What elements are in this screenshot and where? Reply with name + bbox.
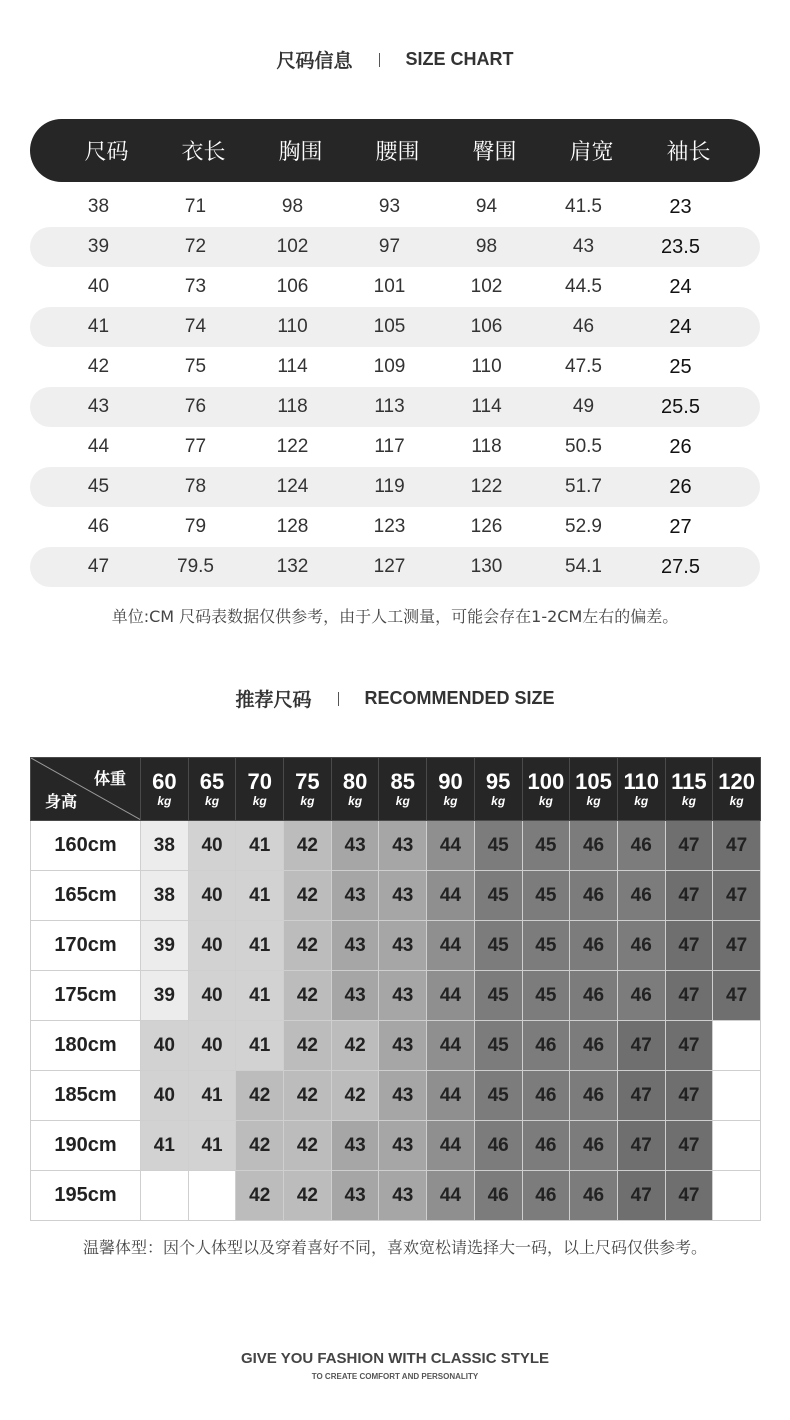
cell-shoulder: 44.5	[565, 276, 602, 297]
recommended-size-cell: 46	[570, 871, 618, 921]
recommended-size-cell: 47	[665, 971, 713, 1021]
height-label: 160cm	[31, 821, 141, 871]
size-chart-row	[30, 547, 760, 587]
recommended-size-cell: 47	[617, 1121, 665, 1171]
weight-value: 95	[485, 769, 511, 794]
recommended-size-cell: 43	[331, 1171, 379, 1221]
weight-header-cell	[379, 758, 427, 821]
cell-hip: 130	[470, 556, 503, 577]
recommended-size-cell: 47	[713, 921, 761, 971]
cell-hip: 94	[475, 196, 498, 217]
cell-length: 73	[184, 276, 207, 297]
recommended-size-cell: 42	[284, 971, 332, 1021]
recommended-size-cell: 47	[665, 921, 713, 971]
recommended-title-en: RECOMMENDED SIZE	[364, 688, 555, 708]
cell-size: 47	[87, 556, 110, 577]
cell-size: 39	[87, 236, 110, 257]
height-label: 195cm	[31, 1171, 141, 1221]
size-chart-row	[30, 427, 760, 467]
cell-sleeve: 25	[669, 355, 692, 378]
recommended-row	[31, 1171, 761, 1221]
weight-value: 90	[438, 769, 463, 794]
cell-shoulder: 41.5	[565, 196, 602, 217]
weight-header-cell	[236, 758, 284, 821]
cell-length: 78	[184, 476, 207, 497]
cell-size: 40	[87, 276, 110, 297]
weight-value: 110	[623, 769, 659, 794]
cell-waist: 105	[373, 316, 406, 337]
recommended-size-cell: 47	[713, 871, 761, 921]
size-chart-row	[30, 307, 760, 347]
weight-header-cell	[188, 758, 236, 821]
size-chart-row	[30, 227, 760, 267]
recommended-size-cell	[713, 1171, 761, 1221]
size-chart-row	[30, 347, 760, 387]
weight-value: 100	[527, 769, 565, 794]
recommended-size-cell: 41	[236, 871, 284, 921]
cell-length: 79.5	[177, 556, 214, 577]
recommended-size-cell: 45	[522, 871, 570, 921]
recommended-size-cell: 46	[570, 1121, 618, 1171]
recommended-row	[31, 1021, 761, 1071]
cell-size: 42	[87, 356, 110, 377]
recommended-size-cell: 45	[522, 971, 570, 1021]
cell-shoulder: 50.5	[565, 436, 602, 457]
recommended-size-cell: 46	[570, 1171, 618, 1221]
weight-unit: kg	[729, 794, 744, 808]
cell-sleeve: 27	[669, 515, 692, 538]
cell-chest: 114	[277, 356, 308, 377]
cell-chest: 124	[276, 476, 309, 497]
cell-hip: 102	[470, 276, 503, 297]
recommended-size-cell: 45	[474, 821, 522, 871]
recommended-size-cell: 46	[617, 921, 665, 971]
cell-chest: 98	[281, 196, 304, 217]
recommended-size-cell: 46	[570, 971, 618, 1021]
weight-value: 60	[152, 769, 177, 794]
weight-value: 65	[199, 769, 225, 794]
cell-size: 43	[87, 396, 110, 417]
cell-waist: 113	[374, 396, 405, 417]
recommended-size-cell: 42	[284, 921, 332, 971]
cell-size: 38	[87, 196, 110, 217]
recommended-size-cell: 47	[665, 821, 713, 871]
cell-sleeve: 23.5	[661, 235, 700, 258]
weight-value: 70	[247, 769, 272, 794]
cell-waist: 101	[373, 276, 406, 297]
size-chart-header-row	[30, 119, 760, 182]
cell-shoulder: 54.1	[565, 556, 602, 577]
weight-header-cell	[141, 758, 189, 821]
header-shoulder: 肩宽	[569, 140, 614, 165]
height-label: 170cm	[31, 921, 141, 971]
cell-waist: 127	[373, 556, 406, 577]
recommended-table-body	[31, 821, 761, 1221]
cell-length: 72	[184, 236, 207, 257]
cell-waist: 97	[378, 236, 401, 257]
weight-header-cell	[427, 758, 475, 821]
cell-shoulder: 51.7	[565, 476, 602, 497]
recommended-size-cell: 43	[331, 871, 379, 921]
recommended-size-cell: 46	[522, 1171, 570, 1221]
recommended-heading	[0, 685, 790, 712]
recommended-size-cell: 46	[617, 871, 665, 921]
cell-size: 44	[87, 436, 110, 457]
corner-height-label: 身高	[45, 792, 78, 811]
recommended-size-cell: 46	[522, 1121, 570, 1171]
recommended-size-cell: 42	[284, 821, 332, 871]
header-length: 衣长	[181, 140, 226, 165]
cell-shoulder: 49	[572, 396, 595, 417]
weight-header-cell	[617, 758, 665, 821]
cell-chest: 118	[277, 396, 308, 417]
recommended-size-cell: 42	[284, 871, 332, 921]
cell-chest: 128	[276, 516, 309, 537]
recommended-size-cell: 46	[522, 1071, 570, 1121]
cell-length: 75	[184, 356, 207, 377]
heading-divider	[379, 53, 380, 67]
size-chart-title-en: SIZE CHART	[405, 49, 514, 69]
cell-waist: 119	[374, 476, 405, 497]
weight-header-cell	[331, 758, 379, 821]
cell-waist: 109	[373, 356, 406, 377]
cell-sleeve: 26	[669, 435, 692, 458]
recommended-size-cell: 43	[379, 871, 427, 921]
recommended-size-table	[30, 757, 761, 1221]
cell-hip: 114	[471, 396, 502, 417]
recommended-size-cell: 47	[665, 1171, 713, 1221]
recommended-size-cell: 41	[236, 971, 284, 1021]
recommended-size-cell: 38	[141, 871, 189, 921]
recommended-size-cell	[713, 1121, 761, 1171]
recommended-size-cell: 41	[188, 1071, 236, 1121]
recommended-size-cell: 40	[188, 1021, 236, 1071]
cell-length: 74	[184, 316, 207, 337]
cell-chest: 132	[276, 556, 309, 577]
cell-length: 71	[184, 196, 207, 217]
recommended-size-cell: 45	[474, 921, 522, 971]
size-chart-row	[30, 467, 760, 507]
weight-unit: kg	[681, 794, 696, 808]
recommended-size-cell: 44	[427, 1071, 475, 1121]
footer-subtitle: TO CREATE COMFORT AND PERSONALITY	[311, 1372, 479, 1381]
recommended-size-cell: 43	[331, 821, 379, 871]
weight-header-cell	[474, 758, 522, 821]
recommended-size-cell: 47	[617, 1071, 665, 1121]
cell-hip: 98	[475, 236, 498, 257]
cell-shoulder: 52.9	[565, 516, 602, 537]
weight-value: 120	[718, 769, 755, 794]
cell-waist: 117	[374, 436, 405, 457]
recommended-note: 温馨体型：因个人体型以及穿着喜好不同，喜欢宽松请选择大一码，以上尺码仅供参考。	[82, 1238, 707, 1257]
recommended-size-cell: 45	[474, 1021, 522, 1071]
recommended-size-cell: 44	[427, 1121, 475, 1171]
recommended-size-cell: 44	[427, 1021, 475, 1071]
header-waist: 腰围	[375, 140, 420, 165]
weight-header-cell	[713, 758, 761, 821]
size-chart-row	[30, 267, 760, 307]
height-label: 165cm	[31, 871, 141, 921]
weight-header-cell	[522, 758, 570, 821]
recommended-size-cell	[141, 1171, 189, 1221]
cell-sleeve: 24	[669, 275, 692, 298]
weight-unit: kg	[634, 794, 649, 808]
recommended-size-cell: 44	[427, 971, 475, 1021]
recommended-size-cell: 46	[522, 1021, 570, 1071]
recommended-size-cell: 46	[570, 1071, 618, 1121]
corner-weight-label: 体重	[93, 769, 126, 788]
recommended-size-cell: 39	[141, 921, 189, 971]
recommended-size-cell: 43	[331, 1121, 379, 1171]
weight-unit: kg	[157, 794, 172, 808]
recommended-size-cell: 42	[236, 1171, 284, 1221]
cell-chest: 106	[276, 276, 309, 297]
recommended-row	[31, 971, 761, 1021]
recommended-size-cell: 42	[236, 1071, 284, 1121]
recommended-row	[31, 871, 761, 921]
recommended-size-cell: 47	[665, 1071, 713, 1121]
size-chart-title-zh: 尺码信息	[276, 50, 353, 72]
recommended-size-cell: 47	[617, 1171, 665, 1221]
recommended-size-cell: 45	[474, 971, 522, 1021]
recommended-size-cell: 41	[236, 1021, 284, 1071]
weight-unit: kg	[205, 794, 220, 808]
cell-length: 77	[184, 436, 207, 457]
recommended-size-cell: 43	[379, 1171, 427, 1221]
size-chart-row	[30, 187, 760, 227]
height-label: 185cm	[31, 1071, 141, 1121]
recommended-size-cell: 44	[427, 921, 475, 971]
recommended-size-cell: 46	[474, 1121, 522, 1171]
recommended-size-cell: 47	[713, 821, 761, 871]
recommended-size-cell: 47	[665, 871, 713, 921]
recommended-title-zh: 推荐尺码	[235, 689, 312, 711]
weight-unit: kg	[252, 794, 267, 808]
recommended-size-cell: 47	[713, 971, 761, 1021]
weight-unit: kg	[491, 794, 506, 808]
recommended-size-cell: 40	[188, 921, 236, 971]
recommended-size-cell: 45	[522, 821, 570, 871]
cell-sleeve: 23	[669, 195, 692, 218]
recommended-row	[31, 921, 761, 971]
weight-header-row	[31, 758, 761, 821]
recommended-size-cell: 41	[141, 1121, 189, 1171]
cell-hip: 118	[471, 436, 502, 457]
weight-unit: kg	[395, 794, 410, 808]
recommended-size-cell: 47	[665, 1121, 713, 1171]
weight-value: 105	[575, 769, 612, 794]
height-label: 180cm	[31, 1021, 141, 1071]
recommended-size-cell: 40	[141, 1071, 189, 1121]
footer-slogan: GIVE YOU FASHION WITH CLASSIC STYLE	[240, 1350, 550, 1367]
cell-chest: 122	[276, 436, 309, 457]
table-corner	[31, 758, 141, 821]
cell-size: 46	[87, 516, 110, 537]
weight-unit: kg	[348, 794, 363, 808]
weight-header-cell	[284, 758, 332, 821]
header-hip: 臀围	[472, 140, 517, 165]
recommended-size-cell: 43	[379, 921, 427, 971]
recommended-size-cell: 42	[236, 1121, 284, 1171]
recommended-size-cell: 46	[617, 971, 665, 1021]
recommended-size-cell: 41	[236, 921, 284, 971]
height-label: 190cm	[31, 1121, 141, 1171]
recommended-size-cell: 43	[331, 971, 379, 1021]
cell-sleeve: 25.5	[661, 395, 700, 418]
cell-shoulder: 46	[572, 316, 595, 337]
cell-chest: 102	[276, 236, 309, 257]
recommended-size-cell: 41	[188, 1121, 236, 1171]
weight-value: 80	[342, 769, 368, 794]
recommended-size-cell: 44	[427, 821, 475, 871]
recommended-size-cell	[188, 1171, 236, 1221]
recommended-size-cell: 45	[474, 1071, 522, 1121]
recommended-size-cell: 43	[379, 971, 427, 1021]
cell-chest: 110	[277, 316, 308, 337]
recommended-size-cell: 45	[474, 871, 522, 921]
cell-size: 45	[87, 476, 110, 497]
recommended-size-cell: 46	[570, 821, 618, 871]
weight-unit: kg	[443, 794, 458, 808]
recommended-size-cell: 41	[236, 821, 284, 871]
recommended-size-cell: 38	[141, 821, 189, 871]
cell-length: 79	[184, 516, 207, 537]
recommended-size-cell: 44	[427, 1171, 475, 1221]
recommended-row	[31, 821, 761, 871]
recommended-size-cell: 46	[570, 1021, 618, 1071]
cell-hip: 126	[470, 516, 503, 537]
header-sleeve: 袖长	[666, 140, 711, 165]
cell-waist: 93	[378, 196, 401, 217]
weight-header-cell	[665, 758, 713, 821]
heading-divider	[338, 692, 339, 706]
height-label: 175cm	[31, 971, 141, 1021]
recommended-size-cell	[713, 1021, 761, 1071]
recommended-size-cell: 40	[188, 971, 236, 1021]
header-chest: 胸围	[278, 140, 323, 165]
cell-hip: 122	[470, 476, 503, 497]
recommended-size-cell: 43	[331, 921, 379, 971]
cell-hip: 110	[471, 356, 502, 377]
cell-sleeve: 27.5	[661, 555, 700, 578]
cell-hip: 106	[470, 316, 503, 337]
recommended-size-cell: 42	[331, 1071, 379, 1121]
cell-sleeve: 26	[669, 475, 692, 498]
recommended-size-cell: 42	[284, 1071, 332, 1121]
recommended-size-cell: 46	[617, 821, 665, 871]
cell-length: 76	[184, 396, 207, 417]
recommended-size-cell: 40	[188, 871, 236, 921]
recommended-size-cell: 45	[522, 921, 570, 971]
recommended-size-cell: 43	[379, 821, 427, 871]
cell-shoulder: 43	[572, 236, 595, 257]
recommended-size-cell: 47	[617, 1021, 665, 1071]
recommended-size-cell: 40	[188, 821, 236, 871]
recommended-size-cell: 43	[379, 1121, 427, 1171]
size-chart-row	[30, 507, 760, 547]
recommended-size-cell: 47	[665, 1021, 713, 1071]
weight-value: 85	[390, 769, 416, 794]
size-chart-row	[30, 387, 760, 427]
recommended-size-cell: 42	[284, 1021, 332, 1071]
recommended-size-cell	[713, 1071, 761, 1121]
cell-size: 41	[87, 316, 110, 337]
size-chart-note: 单位:CM 尺码表数据仅供参考，由于人工测量，可能会存在1-2CM左右的偏差。	[111, 607, 679, 626]
weight-unit: kg	[538, 794, 553, 808]
cell-shoulder: 47.5	[565, 356, 602, 377]
recommended-size-cell: 40	[141, 1021, 189, 1071]
recommended-size-cell: 44	[427, 871, 475, 921]
weight-value: 75	[295, 769, 320, 794]
weight-header-cell	[570, 758, 618, 821]
recommended-size-cell: 43	[379, 1021, 427, 1071]
recommended-size-cell: 46	[474, 1171, 522, 1221]
recommended-size-cell: 42	[284, 1121, 332, 1171]
weight-value: 115	[671, 769, 707, 794]
header-size: 尺码	[84, 140, 129, 165]
recommended-size-cell: 42	[284, 1171, 332, 1221]
recommended-size-cell: 42	[331, 1021, 379, 1071]
recommended-size-cell: 46	[570, 921, 618, 971]
recommended-size-cell: 39	[141, 971, 189, 1021]
weight-unit: kg	[586, 794, 601, 808]
weight-unit: kg	[300, 794, 315, 808]
recommended-row	[31, 1071, 761, 1121]
cell-sleeve: 24	[669, 315, 692, 338]
recommended-row	[31, 1121, 761, 1171]
cell-waist: 123	[373, 516, 406, 537]
size-chart-heading	[0, 46, 790, 73]
recommended-size-cell: 43	[379, 1071, 427, 1121]
